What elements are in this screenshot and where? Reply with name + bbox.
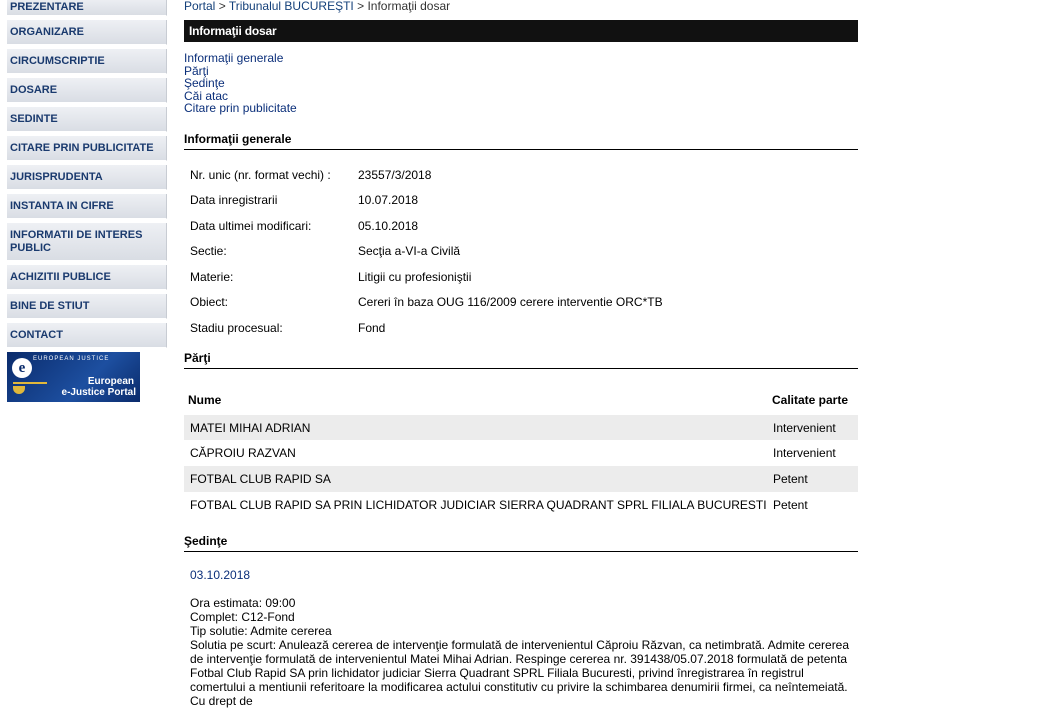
- info-key: Materie:: [190, 269, 234, 284]
- main-content: [184, 0, 858, 708]
- nav-label: ACHIZITII PUBLICE: [10, 271, 111, 283]
- party-role: Petent: [773, 497, 808, 512]
- info-row: [184, 193, 858, 219]
- info-row: [184, 270, 858, 296]
- info-row: [184, 295, 858, 321]
- info-value: 05.10.2018: [358, 218, 419, 233]
- party-role: Intervenient: [773, 446, 836, 461]
- breadcrumb-sep: >: [353, 0, 368, 13]
- hearing-solution-summary: Solutia pe scurt: Anulează cererea de intervenţie formulată de intervenientul Căproiu Răzvan, ca netimbrată. Admite cererea de intervenţie formulată de intervenientul Matei Mihai Adrian. Respinge cererea nr. 391438/05.07.2018 formulată de petenta Fotbal Club Rapid SA prin lichidator judiciar Sierra Quadrant SPRL Filiala Bucuresti, privind înregistrarea în registrul comertului a mentiunii referitoare la modificarea actului constitutiv cu privire la schimbarea denumirii firmei, ca neîntemeiată. Cu drept de: [190, 638, 850, 708]
- nav-label: INSTANTA IN CIFRE: [10, 200, 114, 212]
- party-name: FOTBAL CLUB RAPID SA PRIN LICHIDATOR JUDICIAR SIERRA QUADRANT SPRL FILIALA BUCURESTI: [190, 497, 767, 512]
- breadcrumb-court[interactable]: Tribunalul BUCUREŞTI: [228, 0, 354, 13]
- breadcrumb-current: Informaţii dosar: [367, 0, 451, 13]
- col-header-nume: Nume: [188, 393, 222, 408]
- section-heading-general: Informaţii generale: [184, 132, 858, 150]
- ejustice-e-icon: e: [12, 358, 32, 378]
- nav-label: INFORMATII DE INTERES PUBLIC: [10, 228, 143, 254]
- nav-organizare[interactable]: [7, 20, 167, 45]
- info-row: [184, 219, 858, 245]
- info-value: 23557/3/2018: [358, 167, 432, 182]
- nav-label: CONTACT: [10, 329, 63, 341]
- nav-label: CIRCUMSCRIPTIE: [10, 55, 105, 67]
- nav-label: CITARE PRIN PUBLICITATE: [10, 142, 154, 154]
- toc-link-sedinte[interactable]: Şedinţe: [184, 76, 225, 90]
- info-key: Sectie:: [190, 244, 227, 259]
- logo-line2: e-Justice Portal: [61, 387, 136, 398]
- logo-top-text: EUROPEAN JUSTICE: [33, 356, 110, 362]
- section-heading-sedinte: Şedinţe: [184, 534, 858, 552]
- nav-label: PREZENTARE: [10, 0, 84, 13]
- parti-table-header: [184, 386, 858, 415]
- section-heading-parti: Părţi: [184, 351, 858, 369]
- toc-link-citare[interactable]: Citare prin publicitate: [184, 101, 297, 115]
- scales-icon: [13, 382, 47, 398]
- info-value: 10.07.2018: [358, 193, 419, 208]
- ejustice-portal-logo[interactable]: [7, 352, 140, 402]
- info-key: Data ultimei modificari:: [190, 218, 312, 233]
- breadcrumb-sep: >: [215, 0, 229, 13]
- info-value: Litigii cu profesioniştii: [358, 269, 472, 284]
- breadcrumb: [184, 0, 858, 14]
- info-value: Secţia a-VI-a Civilă: [358, 244, 461, 259]
- breadcrumb-portal[interactable]: Portal: [184, 0, 216, 13]
- nav-prezentare[interactable]: [7, 0, 167, 16]
- hearing-details: [184, 596, 858, 708]
- nav-label: ORGANIZARE: [10, 26, 84, 38]
- info-value: Fond: [358, 321, 386, 336]
- col-header-calitate: Calitate parte: [772, 393, 849, 408]
- general-info-table: [184, 168, 858, 347]
- info-row: [184, 321, 858, 347]
- hearing-panel: Complet: C12-Fond: [190, 610, 295, 625]
- nav-instanta[interactable]: [7, 194, 167, 219]
- table-row: [184, 466, 858, 492]
- nav-informatii-interes[interactable]: [7, 223, 167, 261]
- nav-bine-de-stiut[interactable]: [7, 294, 167, 319]
- toc-link-parti[interactable]: Părţi: [184, 63, 209, 78]
- table-row: [184, 492, 858, 518]
- info-value: Cereri în baza OUG 116/2009 cerere interventie ORC*TB: [358, 295, 663, 310]
- toc-link-cai-atac[interactable]: Căi atac: [184, 88, 229, 103]
- nav-contact[interactable]: [7, 323, 167, 348]
- nav-label: DOSARE: [10, 84, 58, 96]
- party-role: Petent: [773, 471, 808, 486]
- table-row: [184, 440, 858, 466]
- info-row: [184, 244, 858, 270]
- hearing-solution-type: Tip solutie: Admite cererea: [190, 624, 332, 639]
- hearing-time: Ora estimata: 09:00: [190, 596, 296, 611]
- nav-dosare[interactable]: [7, 78, 167, 103]
- info-key: Obiect:: [190, 295, 229, 310]
- nav-sedinte[interactable]: [7, 107, 167, 132]
- info-key: Nr. unic (nr. format vechi) :: [190, 167, 331, 182]
- nav-citare[interactable]: [7, 136, 167, 161]
- logo-line1: European: [87, 376, 134, 387]
- table-of-contents: [184, 52, 858, 115]
- toc-link-informatii[interactable]: Informaţii generale: [184, 51, 284, 65]
- sidebar-nav: [7, 0, 167, 402]
- info-key: Data inregistrarii: [190, 193, 278, 208]
- nav-achizitii[interactable]: [7, 265, 167, 290]
- party-name: MATEI MIHAI ADRIAN: [190, 420, 311, 435]
- nav-jurisprudenta[interactable]: [7, 165, 167, 190]
- table-row: [184, 415, 858, 441]
- info-key: Stadiu procesual:: [190, 321, 283, 336]
- nav-circumscriptie[interactable]: [7, 49, 167, 74]
- page-title: Informaţii dosar: [184, 20, 858, 42]
- party-role: Intervenient: [773, 420, 836, 435]
- nav-label: JURISPRUDENTA: [10, 171, 103, 183]
- nav-label: BINE DE STIUT: [10, 300, 90, 312]
- party-name: FOTBAL CLUB RAPID SA: [190, 471, 331, 486]
- hearing-date: 03.10.2018: [190, 568, 251, 583]
- info-row: [184, 168, 858, 194]
- party-name: CĂPROIU RAZVAN: [190, 446, 296, 461]
- nav-label: SEDINTE: [10, 113, 58, 125]
